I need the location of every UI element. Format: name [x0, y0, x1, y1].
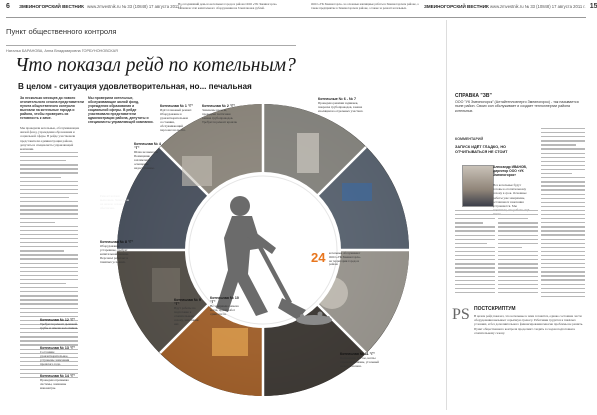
boiler-note-9 — [340, 352, 380, 388]
boiler-note-6-title: Котельная № 8 "Г" — [100, 240, 134, 244]
issue-right: www.zmvestnik.ru № 33 (10848) 17 августа 2011 г. — [490, 4, 586, 9]
boiler-note-1 — [160, 104, 196, 130]
boiler-note-10 — [40, 318, 80, 342]
comment-title: ЗАПУСК ИДЁТ ГЛАДКО, НО ОТЧИТЫВАТЬСЯ НЕ СТОИТ — [455, 145, 508, 154]
lead-paragraph: За несколько месяцев до нового отопительного сезона представители пункта общественного контроля выехали на котельные города и района, чтобы проверить их готовность к зиме. — [20, 96, 84, 120]
page-number-left: 6 — [6, 3, 10, 10]
boiler-note-10-title: Котельная № 12 "Г" — [40, 318, 76, 322]
boiler-note-12-title: Котельная № 14 "Г" — [40, 374, 76, 378]
boiler-note-1-text: Идёт плановый ремонт. Оборудование в удовлетворительном состоянии, обслуживающий персонал на месте. — [160, 108, 192, 132]
boiler-note-7 — [174, 298, 204, 332]
comment-body-col-2 — [498, 210, 538, 296]
boiler-note-12 — [40, 374, 80, 398]
headline: Что показал рейд по котельным? — [15, 55, 296, 76]
director-name: Александр ИВАНОВ, директор ООО «УК Змеиногорск» — [493, 165, 527, 177]
spravka-text: ООО "УК Змеиногорск" (Алтайтеплоэнерго Змеиногорск) - так называется ныне район. Своих сил обслуживает и создает теплоэнергии района котельных. — [455, 100, 579, 113]
boiler-note-12-text: Проведена промывка системы, заменены манометры. — [40, 378, 69, 390]
spravka-title: СПРАВКА "ЗВ" — [455, 93, 492, 99]
header-rule — [6, 17, 586, 18]
section-title: Пункт общественного контроля — [6, 27, 117, 36]
header-teaser-2: ООО «УК Змеиногорск» за основные жилищные работы в Змеиногорском районе, а также предприятие в Змеиногорском районе, а также за ремонт котельных. — [311, 2, 419, 10]
comment-body-col-3 — [541, 128, 585, 298]
boiler-note-11-text: Состояние удовлетворительное, устранены замечания прошлого года. — [40, 350, 70, 366]
boiler-note-8 — [210, 296, 242, 336]
boiler-note-9-text: Помещение чистое, котлы отремонтированы, угольный склад заполнен. — [340, 356, 379, 368]
stat-caption: котельные обслуживают ООО «УК Змеиногорск» на территории города и района — [329, 251, 361, 267]
boiler-note-5-title: Котельная № 5 "Г" — [100, 186, 127, 194]
subheadline: В целом - ситуация удовлетворительная, но... печальная — [18, 82, 252, 91]
boiler-note-3-title: Котельные № 6 - № 7 — [318, 97, 356, 101]
boiler-note-8-text: Не завершена замена котла, сроки работ сдвигаются. — [210, 304, 239, 316]
boiler-note-4-text: Шлак не вывезен. Помещение захламлено, освещение недостаточное. — [134, 150, 159, 170]
boiler-note-4 — [134, 142, 164, 178]
boiler-note-4-title: Котельная № 4 "Г" — [134, 142, 161, 150]
issue-left: www.zmvestnik.ru № 33 (10848) 17 августа 2011 г. — [87, 4, 183, 9]
postscript-logo: PS — [452, 306, 470, 323]
intro-text: Мы проверили котельные, обслуживающие жилой фонд, учреждения образования и социальной сферы. В рейде участвовали представители администрации района, депутаты и специалисты управляющей компании. — [20, 126, 80, 152]
boiler-note-7-title: Котельная № 9 "Г" — [174, 298, 201, 306]
boiler-note-8-title: Котельная № 10 "Г" — [210, 296, 239, 304]
boiler-note-11 — [40, 346, 80, 370]
boiler-note-3-text: Проведена ревизия задвижек, покраска трубопроводов, замена изоляции на отдельных участках. — [318, 101, 364, 113]
boiler-note-6 — [100, 240, 136, 270]
comment-text: Все котельные будут готовы к отопительному сезону в срок. Основные работы уже завершены, оставшиеся замечания устраняются. Мы — [493, 183, 527, 209]
header-right — [424, 3, 597, 16]
boiler-note-2-text: Заменены насосы, проведена частичная замена трубопроводов. Требуется ремонт кровли. — [202, 108, 238, 124]
lead-paragraph-2: Мы проверили котельные, обслуживающие жилой фонд, учреждения образования и социальной сферы. В рейде участвовали представители администрации района, депутаты и специалисты управляющей компании. — [88, 96, 154, 124]
masthead-right: ЗМЕИНОГОРСКИЙ ВЕСТНИК — [424, 4, 489, 9]
page-number-right: 15 — [589, 3, 597, 10]
stat-number: 24 — [311, 250, 326, 265]
comment-body-col-1 — [455, 210, 495, 296]
boiler-note-5-text: Ремонт котлов выполнен. Запас угля на начало сезона обеспечен. — [100, 194, 130, 210]
boiler-note-10-text: Требуется ремонт дымовой трубы и замена колосников. — [40, 322, 78, 330]
boiler-note-6-text: Оборудование устаревшее, требует капитальной замены. Персонал работает в тяжёлых условиях. — [100, 244, 129, 264]
boiler-note-11-title: Котельная № 13 "Г" — [40, 346, 76, 350]
boiler-note-7-text: Идут работы по подготовке к отопительному сезону, замечаний нет. — [174, 306, 199, 326]
boiler-note-2-title: Котельная № 2 "Г" — [202, 104, 236, 108]
boiler-note-9-title: Котельная № 11 "Г" — [340, 352, 376, 356]
comment-label: КОММЕНТАРИЙ — [455, 137, 484, 141]
masthead-left: ЗМЕИНОГОРСКИЙ ВЕСТНИК — [19, 4, 84, 9]
boiler-note-1-title: Котельная № 1 "Г" — [160, 104, 194, 108]
header-teaser-1: На сегодняшний день на котельных города и района ООО «УК Змеиногорск» закончила этап капитального оборудования на 6 миллионов рублей. — [178, 2, 277, 10]
postscript-title: ПОСТСКРИПТУМ — [474, 306, 516, 312]
postscript-text: В целом рейд показал, что котельные к зиме готовятся, однако состояние части оборудования вызывает серьёзную тревогу. Работники трудятся в тяжёлых условиях, и без дополнительного финансирования многие проблемы не решить. Пункт общественного контроля продолжит следить за ходом подготовки к отопительному сезону. — [474, 314, 584, 335]
boiler-note-2 — [202, 104, 238, 130]
boiler-note-5 — [100, 186, 132, 222]
boiler-note-3 — [318, 97, 364, 127]
authors: Наталья БАРАНОВА, Анна Владимировна ГОРБУНОНОВСКАЯ — [6, 49, 118, 53]
page-gutter — [446, 20, 447, 410]
director-portrait — [462, 165, 494, 207]
section-rule — [6, 45, 296, 46]
